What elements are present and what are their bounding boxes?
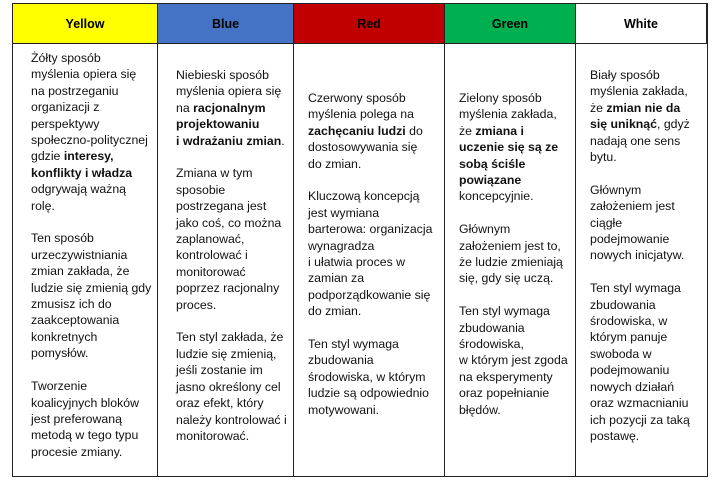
white-paragraph-2: Głównym założeniem jest ciągłe podejmowanie nowych inicjatyw. xyxy=(590,182,685,263)
header-yellow: Yellow xyxy=(13,4,158,44)
color-thinking-table xyxy=(12,3,708,477)
blue-paragraph-1: Niebieski sposób myślenia opiera się na racjonalnym projektowaniu i wdrażaniu zmian. xyxy=(176,68,285,148)
green-paragraph-1: Zielony sposób myślenia zakłada, że zmiana i uczenie się są ze sobą ściśle powiązane koncepcyjnie. xyxy=(459,91,559,204)
column-blue xyxy=(158,44,294,476)
header-red: Red xyxy=(294,4,445,44)
header-green: Green xyxy=(445,4,576,44)
column-white xyxy=(576,44,707,476)
blue-paragraph-3: Ten styl zakłada, że ludzie się zmienią, jeśli zostanie im jasno określony cel oraz efekt, który należy kontrolować i monitorować. xyxy=(176,330,287,443)
column-green xyxy=(445,44,576,476)
column-yellow xyxy=(13,44,158,476)
red-paragraph-2: Kluczową koncepcją jest wymiana barterowa: organizacja wynagradza i ułatwia proces w zamian za podporządkowanie się do zmian. xyxy=(308,189,433,319)
green-paragraph-3: Ten styl wymaga zbudowania środowiska, w którym jest zgoda na eksperymenty oraz popełnianie błędów. xyxy=(459,304,568,417)
white-paragraph-3: Ten styl wymaga zbudowania środowiska, w którym panuje swoboda w podejmowaniu nowych działań oraz wzmacnianiu ich pozycji za taką postawę. xyxy=(590,281,690,443)
green-paragraph-2: Głównym założeniem jest to, że ludzie zmieniają się, gdy się uczą. xyxy=(459,222,563,286)
red-paragraph-3: Ten styl wymaga zbudowania środowiska, w którym ludzie są odpowiednio motywowani. xyxy=(308,337,430,417)
yellow-paragraph-1: Żółty sposób myślenia opiera się na postrzeganiu organizacji z perspektywy społeczno-politycznej gdzie interesy, konflikty i władza odgrywają ważną rolę. xyxy=(31,51,148,213)
white-paragraph-1: Biały sposób myślenia zakłada, że zmian nie da się uniknąć, gdyż nadają one sens bytu. xyxy=(590,68,690,165)
column-red xyxy=(294,44,445,476)
yellow-paragraph-2: Ten sposób urzeczywistniania zmian zakłada, że ludzie się zmienią gdy zmusisz ich do zaakceptowania konkretnych pomysłów. xyxy=(31,231,152,361)
blue-paragraph-2: Zmiana w tym sposobie postrzegana jest jako coś, co można zaplanować, kontrolować i monitorować poprzez racjonalny proces. xyxy=(176,166,282,312)
red-paragraph-1: Czerwony sposób myślenia polega na zachęcaniu ludzi do dostosowywania się do zmian. xyxy=(308,91,423,171)
header-blue: Blue xyxy=(158,4,294,44)
header-white: White xyxy=(576,4,707,44)
yellow-paragraph-3: Tworzenie koalicyjnych bloków jest preferowaną metodą w tego typu procesie zmiany. xyxy=(31,379,139,459)
